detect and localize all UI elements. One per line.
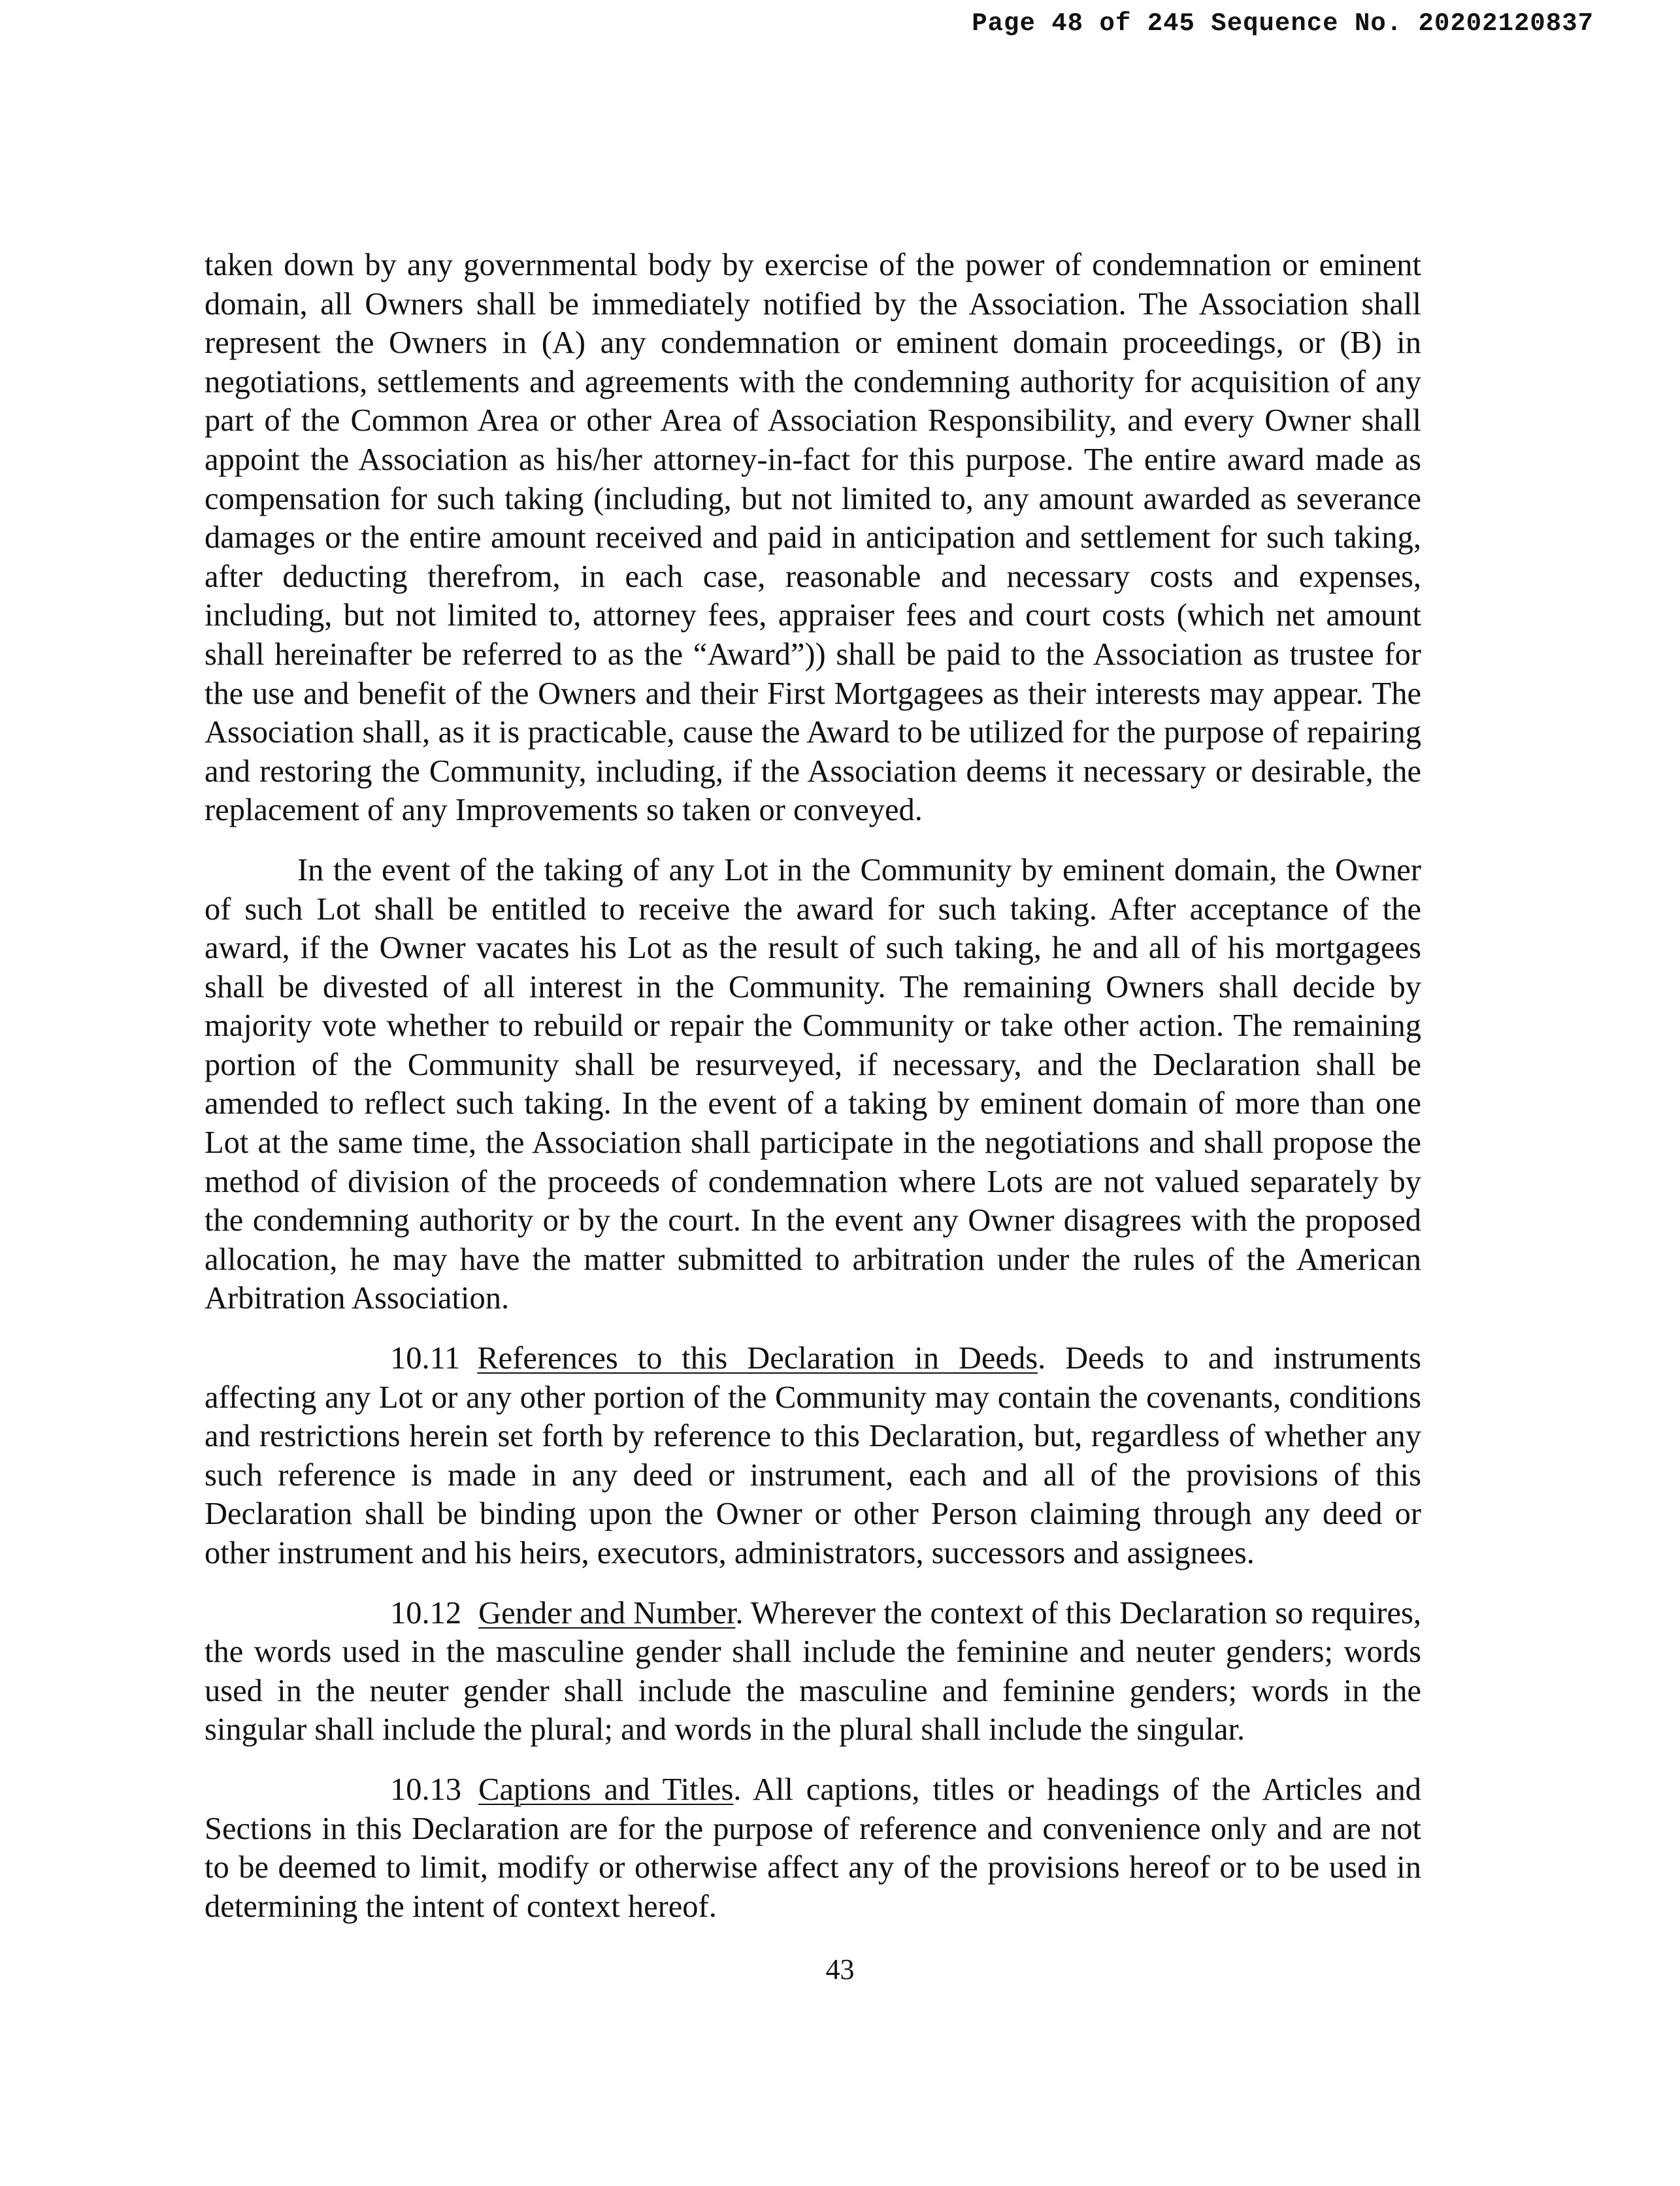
page-number: 43 (825, 1953, 855, 1985)
section-10-11 (205, 1339, 1421, 1573)
section-title: Captions and Titles (478, 1772, 734, 1807)
section-body: . Wherever the context of this Declaration so requires, the words used in the masculine gender shall include the feminine and neuter genders; words used in the neuter gender shall include the masculine and feminine genders; words in the singular shall include the plural; and words in the plural shall include the singular. (205, 1595, 1422, 1747)
section-title: References to this Declaration in Deeds (477, 1341, 1038, 1376)
page-sequence-header: Page 48 of 245 Sequence No. 20202120837 (972, 9, 1594, 38)
section-title: Gender and Number (478, 1595, 736, 1631)
section-10-12 (205, 1594, 1421, 1749)
section-body: . All captions, titles or headings of the Articles and Sections in this Declaration are for the purpose of reference and convenience only and are not to be deemed to limit, modify or otherwise affect any of the provisions hereof or to be used in determining the intent of context hereof. (205, 1772, 1421, 1924)
section-number: 10.11 (390, 1341, 461, 1376)
section-number: 10.12 (390, 1595, 462, 1631)
section-body: . Deeds to and instruments affecting any Lot or any other portion of the Community may contain the covenants, conditions and restrictions herein set forth by reference to this Declaration, but, regardless of whether any such reference is made in any deed or instrument, each and all of the provisions of this Declaration shall be binding upon the Owner or other Person claiming through any deed or other instrument and his heirs, executors, administrators, successors and assignees. (205, 1341, 1422, 1570)
paragraph-taking-of-lot: In the event of the taking of any Lot in the Community by eminent domain, the Owner of such Lot shall be entitled to receive the award for such taking. After acceptance of the award, if the Owner vacates his Lot as the result of such taking, he and all of his mortgagees shall be divested of all interest in the Community. The remaining Owners shall decide by majority vote whether to rebuild or repair the Community or take other action. The remaining portion of the Community shall be resurveyed, if necessary, and the Declaration shall be amended to reflect such taking. In the event of a taking by eminent domain of more than one Lot at the same time, the Association shall participate in the negotiations and shall propose the method of division of the proceeds of condemnation where Lots are not valued separately by the condemning authority or by the court. In the event any Owner disagrees with the proposed allocation, he may have the matter submitted to arbitration under the rules of the American Arbitration Association. (205, 852, 1421, 1316)
paragraph-condemnation-continued: taken down by any governmental body by exercise of the power of condemnation or eminent domain, all Owners shall be immediately notified by the Association. The Association shall represent the Owners in (A) any condemnation or eminent domain proceedings, or (B) in negotiations, settlements and agreements with the condemning authority for acquisition of any part of the Common Area or other Area of Association Responsibility, and every Owner shall appoint the Association as his/her attorney-in-fact for this purpose. The entire award made as compensation for such taking (including, but not limited to, any amount awarded as severance damages or the entire amount received and paid in anticipation and settlement for such taking, after deducting therefrom, in each case, reasonable and necessary costs and expenses, including, but not limited to, attorney fees, appraiser fees and court costs (which net amount shall hereinafter be referred to as the “Award”)) shall be paid to the Association as trustee for the use and benefit of the Owners and their First Mortgagees as their interests may appear. The Association shall, as it is practicable, cause the Award to be utilized for the purpose of repairing and restoring the Community, including, if the Association deems it necessary or desirable, the replacement of any Improvements so taken or conveyed. (205, 248, 1421, 828)
section-number: 10.13 (390, 1772, 462, 1807)
section-10-13 (205, 1770, 1421, 1926)
document-body (205, 246, 1421, 1947)
